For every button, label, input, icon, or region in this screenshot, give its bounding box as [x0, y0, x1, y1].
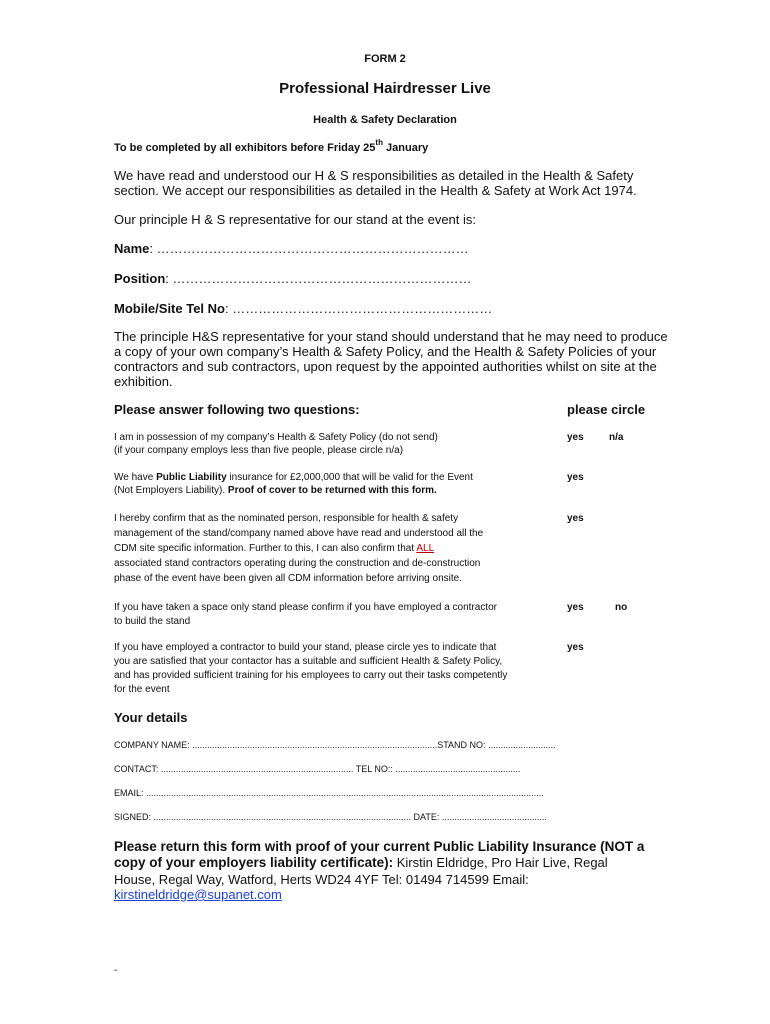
contact-email-link[interactable]: kirstineldridge@supanet.com — [114, 887, 282, 902]
question-3-line-4: associated stand contractors operating during the construction and de-construction — [114, 558, 481, 569]
tel-field[interactable] — [114, 301, 492, 316]
question-3-yes[interactable]: yes — [567, 513, 584, 524]
contact-field[interactable]: CONTACT: ............................................................................. TEL NO:: .................................................. — [114, 764, 521, 774]
name-field[interactable] — [114, 241, 469, 256]
intro-line-2: section. We accept our responsibilities as detailed in the Health & Safety at Work Act 1974. — [114, 183, 637, 198]
address-line: House, Regal Way, Watford, Herts WD24 4YF Tel: 01494 714599 Email: — [114, 872, 529, 887]
document-subtitle: Health & Safety Declaration — [313, 114, 457, 126]
position-label: Position — [114, 271, 166, 286]
policy-line-1: The principle H&S representative for your stand should understand that he may need to produce — [114, 329, 668, 344]
policy-line-4: exhibition. — [114, 374, 173, 389]
question-4-line-1: If you have taken a space only stand please confirm if you have employed a contractor — [114, 602, 497, 613]
form-label: FORM 2 — [364, 53, 406, 65]
name-dots: : ……………………………………………………………… — [149, 241, 469, 256]
document-title: Professional Hairdresser Live — [279, 80, 491, 97]
question-5-line-2: you are satisfied that your contactor has a suitable and sufficient Health & Safety Policy, — [114, 656, 503, 667]
tel-dots: : …………………………………………………… — [225, 301, 493, 316]
question-1-line-1: I am in possession of my company’s Health & Safety Policy (do not send) — [114, 432, 438, 443]
question-3-line-3: CDM site specific information. Further to this, I can also confirm that ALL — [114, 543, 435, 554]
question-4-yes[interactable]: yes — [567, 602, 584, 613]
questions-heading: Please answer following two questions: — [114, 402, 360, 417]
question-1-line-2: (if your company employs less than five people, please circle n/a) — [114, 445, 404, 456]
question-2-yes[interactable]: yes — [567, 472, 584, 483]
question-4-line-2: to build the stand — [114, 616, 191, 627]
company-name-field[interactable]: COMPANY NAME: ..................................................................................................STAND NO: ........................... — [114, 740, 556, 750]
policy-line-2: a copy of your own company’s Health & Safety Policy, and the Health & Safety Policies of your — [114, 344, 657, 359]
all-emphasis: ALL — [416, 543, 435, 554]
question-3-line-1: I hereby confirm that as the nominated person, responsible for health & safety — [114, 513, 459, 524]
question-3-line-5: phase of the event have been given all CDM information before arriving onsite. — [114, 573, 462, 584]
circle-heading: please circle — [567, 402, 646, 417]
tel-label: Mobile/Site Tel No — [114, 301, 225, 316]
return-instruction-line-1: Please return this form with proof of your current Public Liability Insurance (NOT a — [114, 839, 645, 854]
question-5-line-4: for the event — [114, 684, 170, 695]
deadline-line: To be completed by all exhibitors before Friday 25th January — [114, 138, 429, 154]
deadline-superscript: th — [375, 138, 383, 147]
signed-date-field[interactable]: SIGNED: ....................................................................................................... DATE: .......................................... — [114, 812, 547, 822]
question-2-line-2: (Not Employers Liability). Proof of cover to be returned with this form. — [114, 485, 437, 496]
question-4-no[interactable]: no — [615, 602, 628, 613]
position-field[interactable] — [114, 271, 472, 286]
question-5-line-3: and has provided sufficient training for his employees to carry out their tasks competently — [114, 670, 508, 681]
question-5-yes[interactable]: yes — [567, 642, 584, 653]
representative-intro: Our principle H & S representative for our stand at the event is: — [114, 212, 477, 227]
email-field[interactable]: EMAIL: ............................................................................................................................................................... — [114, 788, 544, 798]
question-1-na[interactable]: n/a — [609, 432, 624, 443]
policy-line-3: contractors and sub contractors, upon request by the appointed authorities whilst on site at the — [114, 359, 657, 374]
details-heading: Your details — [114, 710, 188, 725]
question-2-line-1: We have Public Liability insurance for £2,000,000 that will be valid for the Event — [114, 472, 473, 483]
intro-line-1: We have read and understood our H & S responsibilities as detailed in the Health & Safety — [114, 168, 634, 183]
position-dots: : …………………………………………………………… — [165, 271, 472, 286]
question-3-line-2: management of the stand/company named above have read and understood all the — [114, 528, 484, 539]
question-5-line-1: If you have employed a contractor to build your stand, please circle yes to indicate that — [114, 642, 497, 653]
page-mark: - — [114, 965, 118, 976]
name-label: Name — [114, 241, 150, 256]
question-1-yes[interactable]: yes — [567, 432, 584, 443]
return-instruction-line-2: copy of your employers liability certificate): Kirstin Eldridge, Pro Hair Live, Regal — [114, 855, 608, 870]
